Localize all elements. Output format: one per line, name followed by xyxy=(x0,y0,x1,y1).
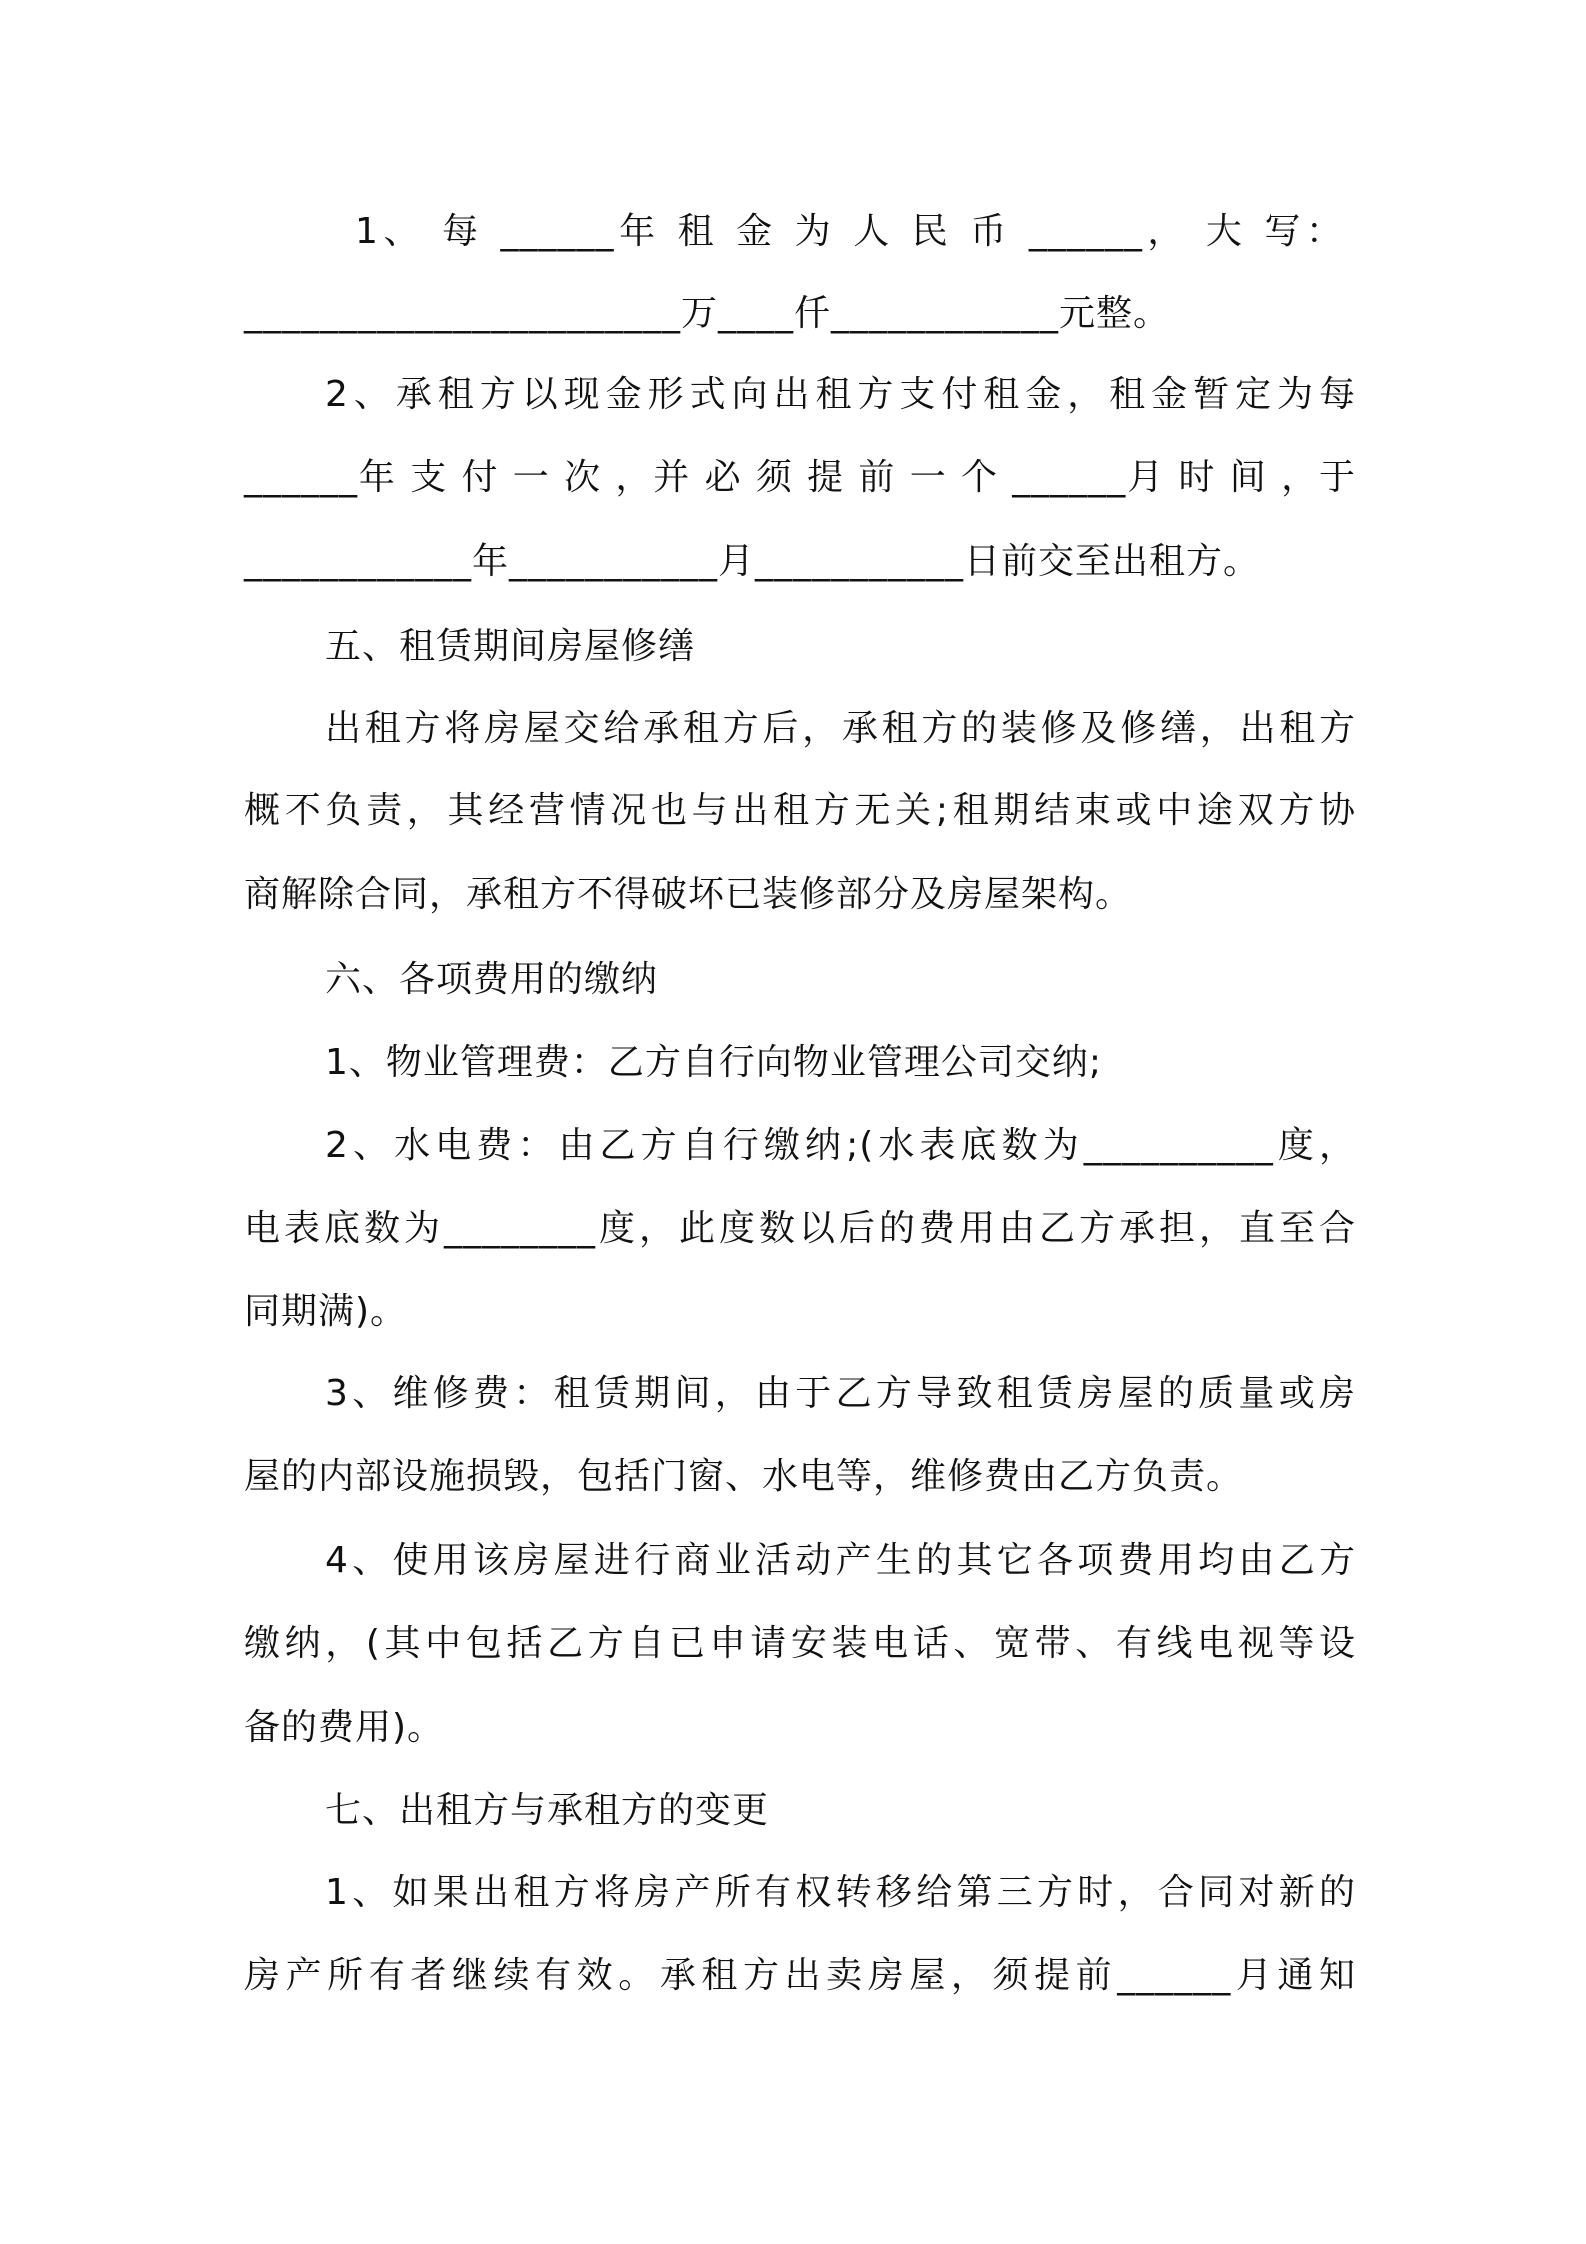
text-line: 2、承租方以现金形式向出租方支付租金，租金暂定为每 xyxy=(325,374,1356,415)
text-line: 同期满)。 xyxy=(244,1291,408,1332)
text-line: 1、物业管理费：乙方自行向物业管理公司交纳; xyxy=(325,1042,1103,1083)
section-heading: 七、出租方与承租方的变更 xyxy=(325,1790,770,1831)
section-heading: 五、租赁期间房屋修缮 xyxy=(325,626,696,667)
text-line: 1、 每 ______年 租 金 为 人 民 币 ______， 大 写： xyxy=(355,211,1343,252)
text-line: _______________________万____仟____________元整。 xyxy=(244,293,1171,334)
text-line: 1、如果出租方将房产所有权转移给第三方时，合同对新的 xyxy=(325,1872,1356,1913)
text-line: 概不负责，其经营情况也与出租方无关;租期结束或中途双方协 xyxy=(244,790,1356,831)
text-line: 3、维修费：租赁期间，由于乙方导致租赁房屋的质量或房 xyxy=(325,1373,1356,1414)
text-line: 商解除合同，承租方不得破坏已装修部分及房屋架构。 xyxy=(244,874,1133,915)
text-line: 出租方将房屋交给承租方后，承租方的装修及修缮，出租方 xyxy=(325,708,1356,749)
section-heading: 六、各项费用的缴纳 xyxy=(325,959,659,1000)
text-line: 屋的内部设施损毁，包括门窗、水电等，维修费由乙方负责。 xyxy=(244,1456,1244,1497)
text-line: ____________年___________月___________日前交至出租方。 xyxy=(244,541,1261,582)
text-line: 4、使用该房屋进行商业活动产生的其它各项费用均由乙方 xyxy=(325,1540,1356,1581)
text-line: 备的费用)。 xyxy=(244,1707,445,1748)
text-line: 电表底数为________度，此度数以后的费用由乙方承担，直至合 xyxy=(244,1208,1356,1249)
text-line: ______年 支 付 一 次 ，并 必 须 提 前 一 个 ______月 时 间 ，于 xyxy=(244,457,1356,498)
text-line: 房产所有者继续有效。承租方出卖房屋，须提前______月通知 xyxy=(244,1955,1356,1996)
text-line: 缴纳，(其中包括乙方自已申请安装电话、宽带、有线电视等设 xyxy=(244,1623,1356,1664)
text-line: 2、水电费：由乙方自行缴纳;(水表底数为__________度， xyxy=(325,1125,1356,1166)
